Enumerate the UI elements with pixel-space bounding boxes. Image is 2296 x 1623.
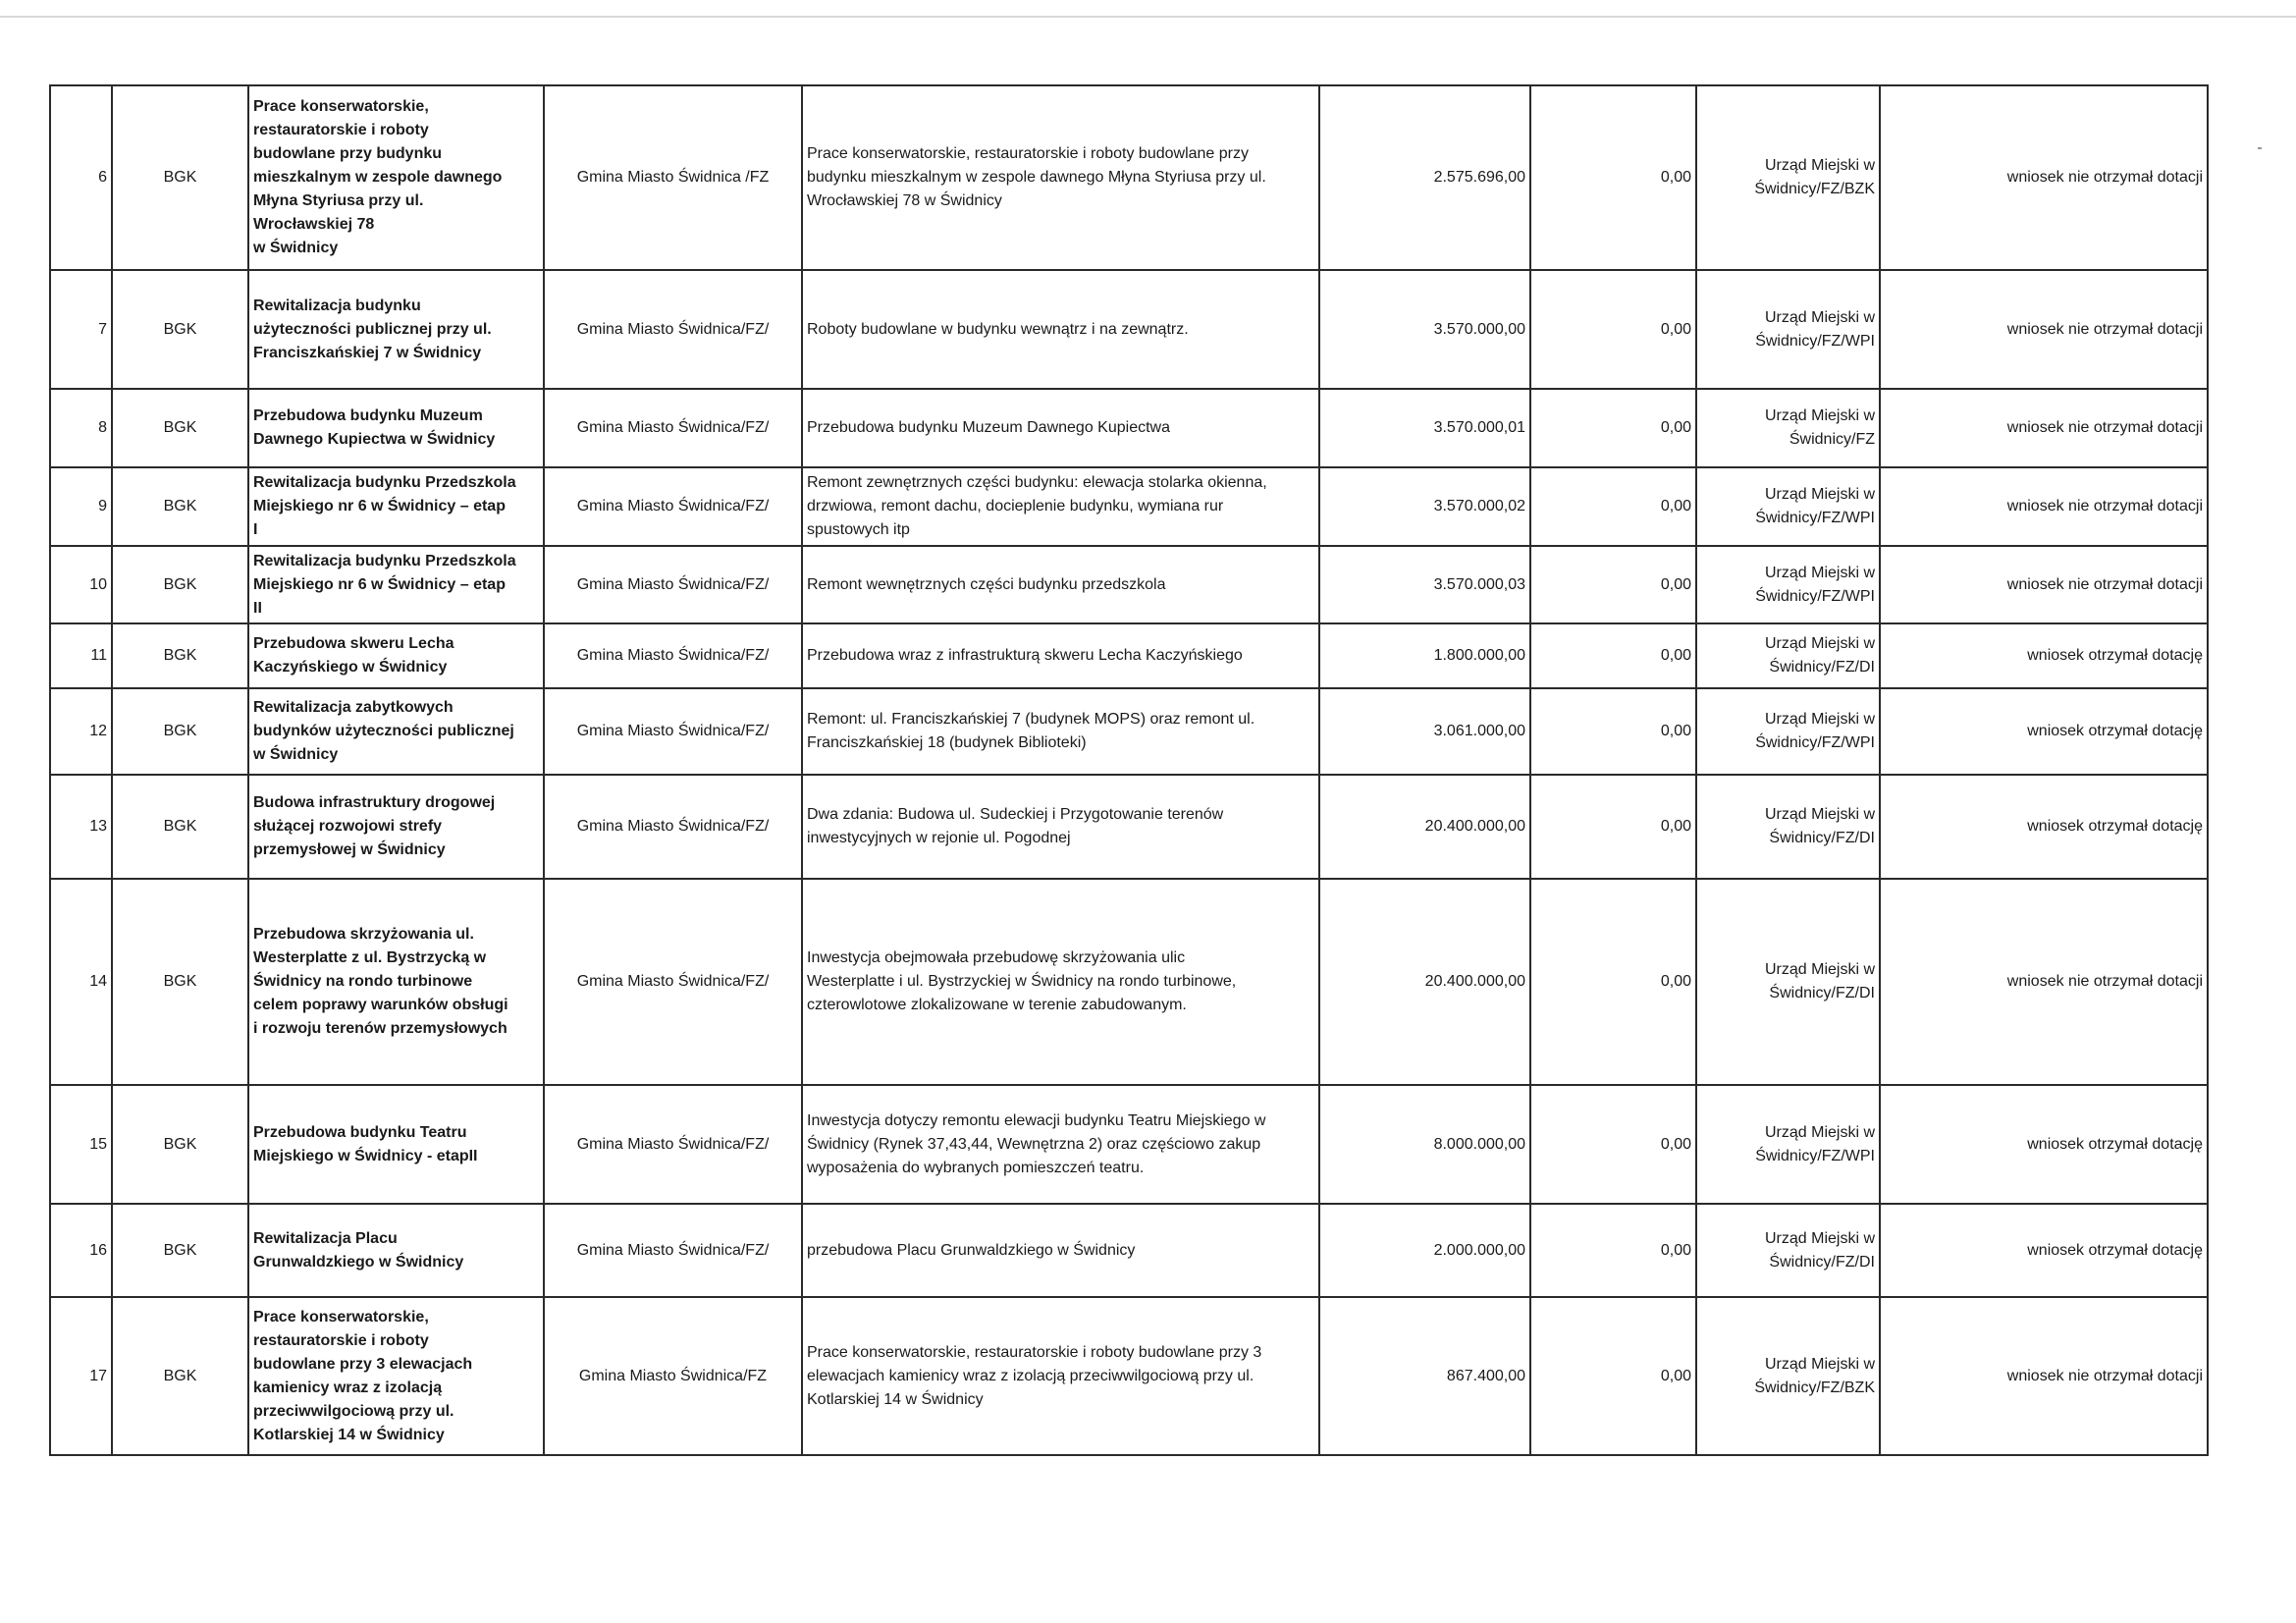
table-row [50,775,2208,879]
project-description: Inwestycja dotyczy remontu elewacji budynku Teatru Miejskiego w Świdnicy (Rynek 37,43,44, Wewnętrzna 2) oraz częściowo zakup wyposażenia do wybranych pomieszczeń teatru. [802,1085,1319,1204]
grant-amount: 0,00 [1530,1085,1696,1204]
responsible-office: Urząd Miejski w Świdnicy/FZ/WPI [1696,688,1880,775]
scan-mark [2258,147,2262,149]
row-number: 8 [50,389,112,467]
application-result: wniosek otrzymał dotację [1880,688,2208,775]
application-result: wniosek nie otrzymał dotacji [1880,389,2208,467]
grant-amount: 0,00 [1530,688,1696,775]
project-description: Dwa zdania: Budowa ul. Sudeckiej i Przygotowanie terenów inwestycyjnych w rejonie ul. Pogodnej [802,775,1319,879]
applicant: Gmina Miasto Świdnica/FZ/ [544,623,802,688]
project-title: Przebudowa budynku Muzeum Dawnego Kupiectwa w Świdnicy [248,389,544,467]
application-result: wniosek nie otrzymał dotacji [1880,879,2208,1085]
responsible-office: Urząd Miejski w Świdnicy/FZ/DI [1696,879,1880,1085]
row-number: 11 [50,623,112,688]
project-title: Rewitalizacja budynku Przedszkola Miejskiego nr 6 w Świdnicy – etap I [248,467,544,546]
responsible-office: Urząd Miejski w Świdnicy/FZ/WPI [1696,1085,1880,1204]
project-title: Rewitalizacja zabytkowych budynków użyteczności publicznej w Świdnicy [248,688,544,775]
application-result: wniosek otrzymał dotację [1880,623,2208,688]
institution: BGK [112,270,248,389]
table-row [50,1297,2208,1455]
responsible-office: Urząd Miejski w Świdnicy/FZ/WPI [1696,270,1880,389]
grants-table [49,84,2209,1456]
grant-amount: 0,00 [1530,467,1696,546]
project-amount: 20.400.000,00 [1319,879,1530,1085]
institution: BGK [112,1297,248,1455]
project-title: Przebudowa skrzyżowania ul. Westerplatte z ul. Bystrzycką w Świdnicy na rondo turbinowe celem poprawy warunków obsługi i rozwoju terenów przemysłowych [248,879,544,1085]
project-title: Przebudowa budynku Teatru Miejskiego w Świdnicy - etapII [248,1085,544,1204]
applicant: Gmina Miasto Świdnica/FZ/ [544,467,802,546]
responsible-office: Urząd Miejski w Świdnicy/FZ [1696,389,1880,467]
grant-amount: 0,00 [1530,389,1696,467]
institution: BGK [112,1204,248,1297]
institution: BGK [112,389,248,467]
project-amount: 3.570.000,01 [1319,389,1530,467]
application-result: wniosek otrzymał dotację [1880,1085,2208,1204]
table-row [50,879,2208,1085]
project-amount: 3.570.000,00 [1319,270,1530,389]
project-title: Przebudowa skweru Lecha Kaczyńskiego w Świdnicy [248,623,544,688]
application-result: wniosek otrzymał dotację [1880,1204,2208,1297]
application-result: wniosek nie otrzymał dotacji [1880,546,2208,623]
project-amount: 3.570.000,03 [1319,546,1530,623]
applicant: Gmina Miasto Świdnica/FZ/ [544,270,802,389]
project-title: Rewitalizacja Placu Grunwaldzkiego w Świdnicy [248,1204,544,1297]
project-amount: 2.000.000,00 [1319,1204,1530,1297]
row-number: 15 [50,1085,112,1204]
table-row [50,467,2208,546]
row-number: 9 [50,467,112,546]
responsible-office: Urząd Miejski w Świdnicy/FZ/BZK [1696,85,1880,270]
responsible-office: Urząd Miejski w Świdnicy/FZ/DI [1696,775,1880,879]
application-result: wniosek nie otrzymał dotacji [1880,1297,2208,1455]
row-number: 14 [50,879,112,1085]
applicant: Gmina Miasto Świdnica/FZ/ [544,688,802,775]
table-row [50,1204,2208,1297]
project-amount: 3.570.000,02 [1319,467,1530,546]
project-description: Roboty budowlane w budynku wewnątrz i na zewnątrz. [802,270,1319,389]
grant-amount: 0,00 [1530,546,1696,623]
institution: BGK [112,467,248,546]
grant-amount: 0,00 [1530,1204,1696,1297]
table-row [50,270,2208,389]
grant-amount: 0,00 [1530,1297,1696,1455]
project-description: przebudowa Placu Grunwaldzkiego w Świdnicy [802,1204,1319,1297]
row-number: 13 [50,775,112,879]
institution: BGK [112,1085,248,1204]
table-row [50,688,2208,775]
institution: BGK [112,546,248,623]
responsible-office: Urząd Miejski w Świdnicy/FZ/DI [1696,1204,1880,1297]
row-number: 16 [50,1204,112,1297]
row-number: 17 [50,1297,112,1455]
application-result: wniosek nie otrzymał dotacji [1880,85,2208,270]
grant-amount: 0,00 [1530,623,1696,688]
project-title: Rewitalizacja budynku użyteczności publicznej przy ul. Franciszkańskiej 7 w Świdnicy [248,270,544,389]
applicant: Gmina Miasto Świdnica/FZ/ [544,1204,802,1297]
responsible-office: Urząd Miejski w Świdnicy/FZ/DI [1696,623,1880,688]
project-title: Prace konserwatorskie, restauratorskie i roboty budowlane przy budynku mieszkalnym w zespole dawnego Młyna Styriusa przy ul. Wrocławskiej 78 w Świdnicy [248,85,544,270]
project-description: Remont: ul. Franciszkańskiej 7 (budynek MOPS) oraz remont ul. Franciszkańskiej 18 (budynek Biblioteki) [802,688,1319,775]
applicant: Gmina Miasto Świdnica /FZ [544,85,802,270]
applicant: Gmina Miasto Świdnica/FZ/ [544,546,802,623]
row-number: 7 [50,270,112,389]
row-number: 10 [50,546,112,623]
project-amount: 2.575.696,00 [1319,85,1530,270]
institution: BGK [112,775,248,879]
institution: BGK [112,85,248,270]
applicant: Gmina Miasto Świdnica/FZ/ [544,879,802,1085]
application-result: wniosek nie otrzymał dotacji [1880,467,2208,546]
page-top-rule [0,16,2296,18]
grant-amount: 0,00 [1530,879,1696,1085]
table-row [50,546,2208,623]
project-title: Rewitalizacja budynku Przedszkola Miejskiego nr 6 w Świdnicy – etap II [248,546,544,623]
grant-amount: 0,00 [1530,270,1696,389]
project-amount: 867.400,00 [1319,1297,1530,1455]
project-amount: 1.800.000,00 [1319,623,1530,688]
applicant: Gmina Miasto Świdnica/FZ/ [544,775,802,879]
table-row [50,1085,2208,1204]
project-title: Prace konserwatorskie, restauratorskie i roboty budowlane przy 3 elewacjach kamienicy wraz z izolacją przeciwwilgociową przy ul. Kotlarskiej 14 w Świdnicy [248,1297,544,1455]
project-description: Prace konserwatorskie, restauratorskie i roboty budowlane przy budynku mieszkalnym w zespole dawnego Młyna Styriusa przy ul. Wrocławskiej 78 w Świdnicy [802,85,1319,270]
application-result: wniosek nie otrzymał dotacji [1880,270,2208,389]
project-amount: 20.400.000,00 [1319,775,1530,879]
applicant: Gmina Miasto Świdnica/FZ/ [544,1085,802,1204]
institution: BGK [112,688,248,775]
grant-amount: 0,00 [1530,85,1696,270]
project-description: Inwestycja obejmowała przebudowę skrzyżowania ulic Westerplatte i ul. Bystrzyckiej w Świdnicy na rondo turbinowe, czterowlotowe zlokalizowane w terenie zabudowanym. [802,879,1319,1085]
project-description: Prace konserwatorskie, restauratorskie i roboty budowlane przy 3 elewacjach kamienicy wraz z izolacją przeciwwilgociową przy ul. Kotlarskiej 14 w Świdnicy [802,1297,1319,1455]
row-number: 6 [50,85,112,270]
table-row [50,623,2208,688]
table-row [50,85,2208,270]
institution: BGK [112,623,248,688]
project-description: Przebudowa wraz z infrastrukturą skweru Lecha Kaczyńskiego [802,623,1319,688]
project-description: Przebudowa budynku Muzeum Dawnego Kupiectwa [802,389,1319,467]
project-title: Budowa infrastruktury drogowej służącej rozwojowi strefy przemysłowej w Świdnicy [248,775,544,879]
applicant: Gmina Miasto Świdnica/FZ [544,1297,802,1455]
project-description: Remont wewnętrznych części budynku przedszkola [802,546,1319,623]
application-result: wniosek otrzymał dotację [1880,775,2208,879]
project-amount: 8.000.000,00 [1319,1085,1530,1204]
project-amount: 3.061.000,00 [1319,688,1530,775]
grant-amount: 0,00 [1530,775,1696,879]
responsible-office: Urząd Miejski w Świdnicy/FZ/WPI [1696,546,1880,623]
applicant: Gmina Miasto Świdnica/FZ/ [544,389,802,467]
responsible-office: Urząd Miejski w Świdnicy/FZ/BZK [1696,1297,1880,1455]
institution: BGK [112,879,248,1085]
responsible-office: Urząd Miejski w Świdnicy/FZ/WPI [1696,467,1880,546]
project-description: Remont zewnętrznych części budynku: elewacja stolarka okienna, drzwiowa, remont dachu, docieplenie budynku, wymiana rur spustowych itp [802,467,1319,546]
table-row [50,389,2208,467]
row-number: 12 [50,688,112,775]
